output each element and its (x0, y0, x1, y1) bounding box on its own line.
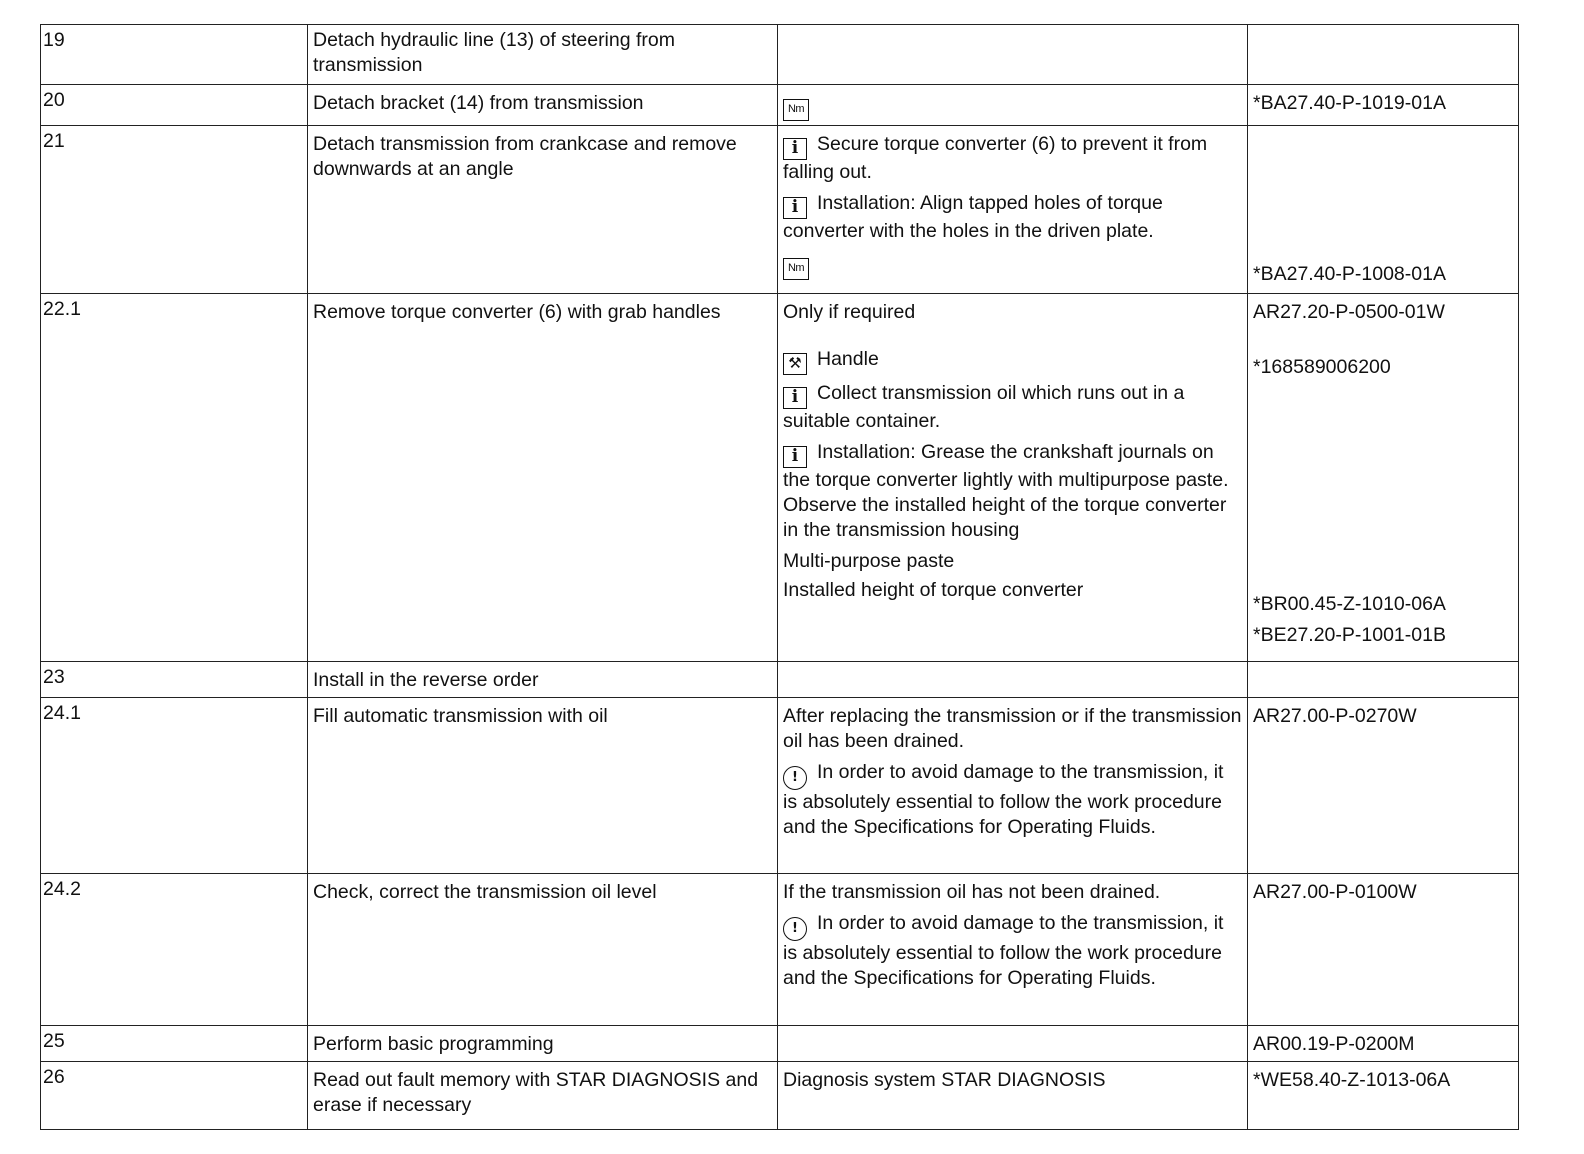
reference-code: *168589006200 (1253, 356, 1391, 378)
reference-code: *WE58.40-Z-1013-06A (1253, 1069, 1451, 1091)
reference-cell (1248, 1026, 1519, 1062)
reference-code: AR27.00-P-0270W (1253, 705, 1417, 727)
reference-code: *BR00.45-Z-1010-06A (1253, 593, 1446, 615)
action-cell: Read out fault memory with STAR DIAGNOSIS and erase if necessary (308, 1062, 778, 1130)
reference-code: AR00.19-P-0200M (1253, 1033, 1415, 1055)
reference-code (1253, 212, 1513, 237)
note-text: Installation: Grease the crankshaft journals on the torque converter lightly with multipurpose paste. Observe the installed height of the torque converter in the transmission housing (783, 441, 1229, 541)
note-line (783, 578, 1242, 603)
action-cell: Check, correct the transmission oil level (308, 874, 778, 1026)
procedure-table-body (41, 25, 1519, 1130)
reference-cell (1248, 294, 1519, 662)
warning-icon: ! (783, 917, 807, 941)
info-icon: i (783, 387, 807, 409)
table-row (41, 1062, 1519, 1130)
table-row (41, 698, 1519, 874)
action-cell: Detach transmission from crankcase and remove downwards at an angle (308, 126, 778, 294)
reference-cell (1248, 698, 1519, 874)
notes-cell (778, 85, 1248, 126)
action-cell: Detach hydraulic line (13) of steering from transmission (308, 25, 778, 85)
note-line (783, 760, 1242, 840)
note-line (783, 880, 1242, 905)
notes-cell (778, 874, 1248, 1026)
note-line (783, 549, 1242, 574)
reference-code: *BA27.40-P-1008-01A (1253, 263, 1446, 285)
note-line (783, 704, 1242, 754)
step-number-cell: 24.2 (41, 874, 308, 1026)
reference-cell (1248, 1062, 1519, 1130)
reference-code (1253, 237, 1513, 262)
notes-cell (778, 662, 1248, 698)
note-text: After replacing the transmission or if the transmission oil has been drained. (783, 705, 1242, 752)
note-text: Only if required (783, 301, 916, 323)
reference-code: *BA27.40-P-1019-01A (1253, 92, 1446, 114)
notes-cell (778, 25, 1248, 85)
table-row (41, 126, 1519, 294)
note-line (783, 132, 1242, 185)
step-number-cell: 26 (41, 1062, 308, 1130)
note-line (783, 381, 1242, 434)
reference-cell (1248, 85, 1519, 126)
note-text: Installed height of torque converter (783, 579, 1084, 601)
reference-cell (1248, 662, 1519, 698)
reference-cell (1248, 874, 1519, 1026)
torque-nm-icon: Nm (783, 258, 809, 280)
note-text: In order to avoid damage to the transmission, it is absolutely essential to follow the work procedure and the Specifications for Operating Fluids. (783, 761, 1224, 838)
info-icon: i (783, 197, 807, 219)
reference-code: AR27.20-P-0500-01W (1253, 301, 1445, 323)
note-text: Collect transmission oil which runs out in a suitable container. (783, 382, 1185, 432)
note-line (783, 191, 1242, 244)
action-cell: Fill automatic transmission with oil (308, 698, 778, 874)
reference-cell (1248, 25, 1519, 85)
table-row (41, 25, 1519, 85)
step-number-cell: 23 (41, 662, 308, 698)
note-line (783, 1068, 1242, 1093)
step-number-cell: 19 (41, 25, 308, 85)
warning-icon: ! (783, 766, 807, 790)
table-row (41, 294, 1519, 662)
special-tool-icon: ⚒ (783, 353, 807, 375)
step-number-cell: 21 (41, 126, 308, 294)
action-cell: Detach bracket (14) from transmission (308, 85, 778, 126)
note-text: Multi-purpose paste (783, 550, 955, 572)
note-text: Secure torque converter (6) to prevent it from falling out. (783, 133, 1208, 183)
table-row (41, 874, 1519, 1026)
notes-cell (778, 126, 1248, 294)
notes-cell (778, 1062, 1248, 1130)
notes-cell (778, 698, 1248, 874)
table-row (41, 1026, 1519, 1062)
reference-code: AR27.00-P-0100W (1253, 881, 1417, 903)
note-line (783, 250, 1242, 280)
notes-cell (778, 1026, 1248, 1062)
reference-code: *BE27.20-P-1001-01B (1253, 624, 1446, 646)
note-text: In order to avoid damage to the transmission, it is absolutely essential to follow the work procedure and the Specifications for Operating Fluids. (783, 912, 1224, 989)
action-cell: Remove torque converter (6) with grab handles (308, 294, 778, 662)
note-line (783, 440, 1242, 543)
note-line (783, 911, 1242, 991)
step-number-cell: 20 (41, 85, 308, 126)
notes-cell (778, 294, 1248, 662)
note-text: If the transmission oil has not been drained. (783, 881, 1161, 903)
step-number-cell: 24.1 (41, 698, 308, 874)
note-line (783, 347, 1242, 375)
torque-nm-icon: Nm (783, 99, 809, 121)
step-number-cell: 25 (41, 1026, 308, 1062)
reference-cell (1248, 126, 1519, 294)
action-cell: Install in the reverse order (308, 662, 778, 698)
note-text: Handle (817, 348, 879, 370)
note-line (783, 91, 1242, 121)
step-number-cell: 22.1 (41, 294, 308, 662)
procedure-table (40, 24, 1519, 1130)
note-line (783, 300, 1242, 325)
note-text: Diagnosis system STAR DIAGNOSIS (783, 1069, 1106, 1091)
table-row (41, 85, 1519, 126)
info-icon: i (783, 446, 807, 468)
action-cell: Perform basic programming (308, 1026, 778, 1062)
table-row (41, 662, 1519, 698)
info-icon: i (783, 138, 807, 160)
note-text: Installation: Align tapped holes of torque converter with the holes in the driven plate. (783, 192, 1163, 242)
